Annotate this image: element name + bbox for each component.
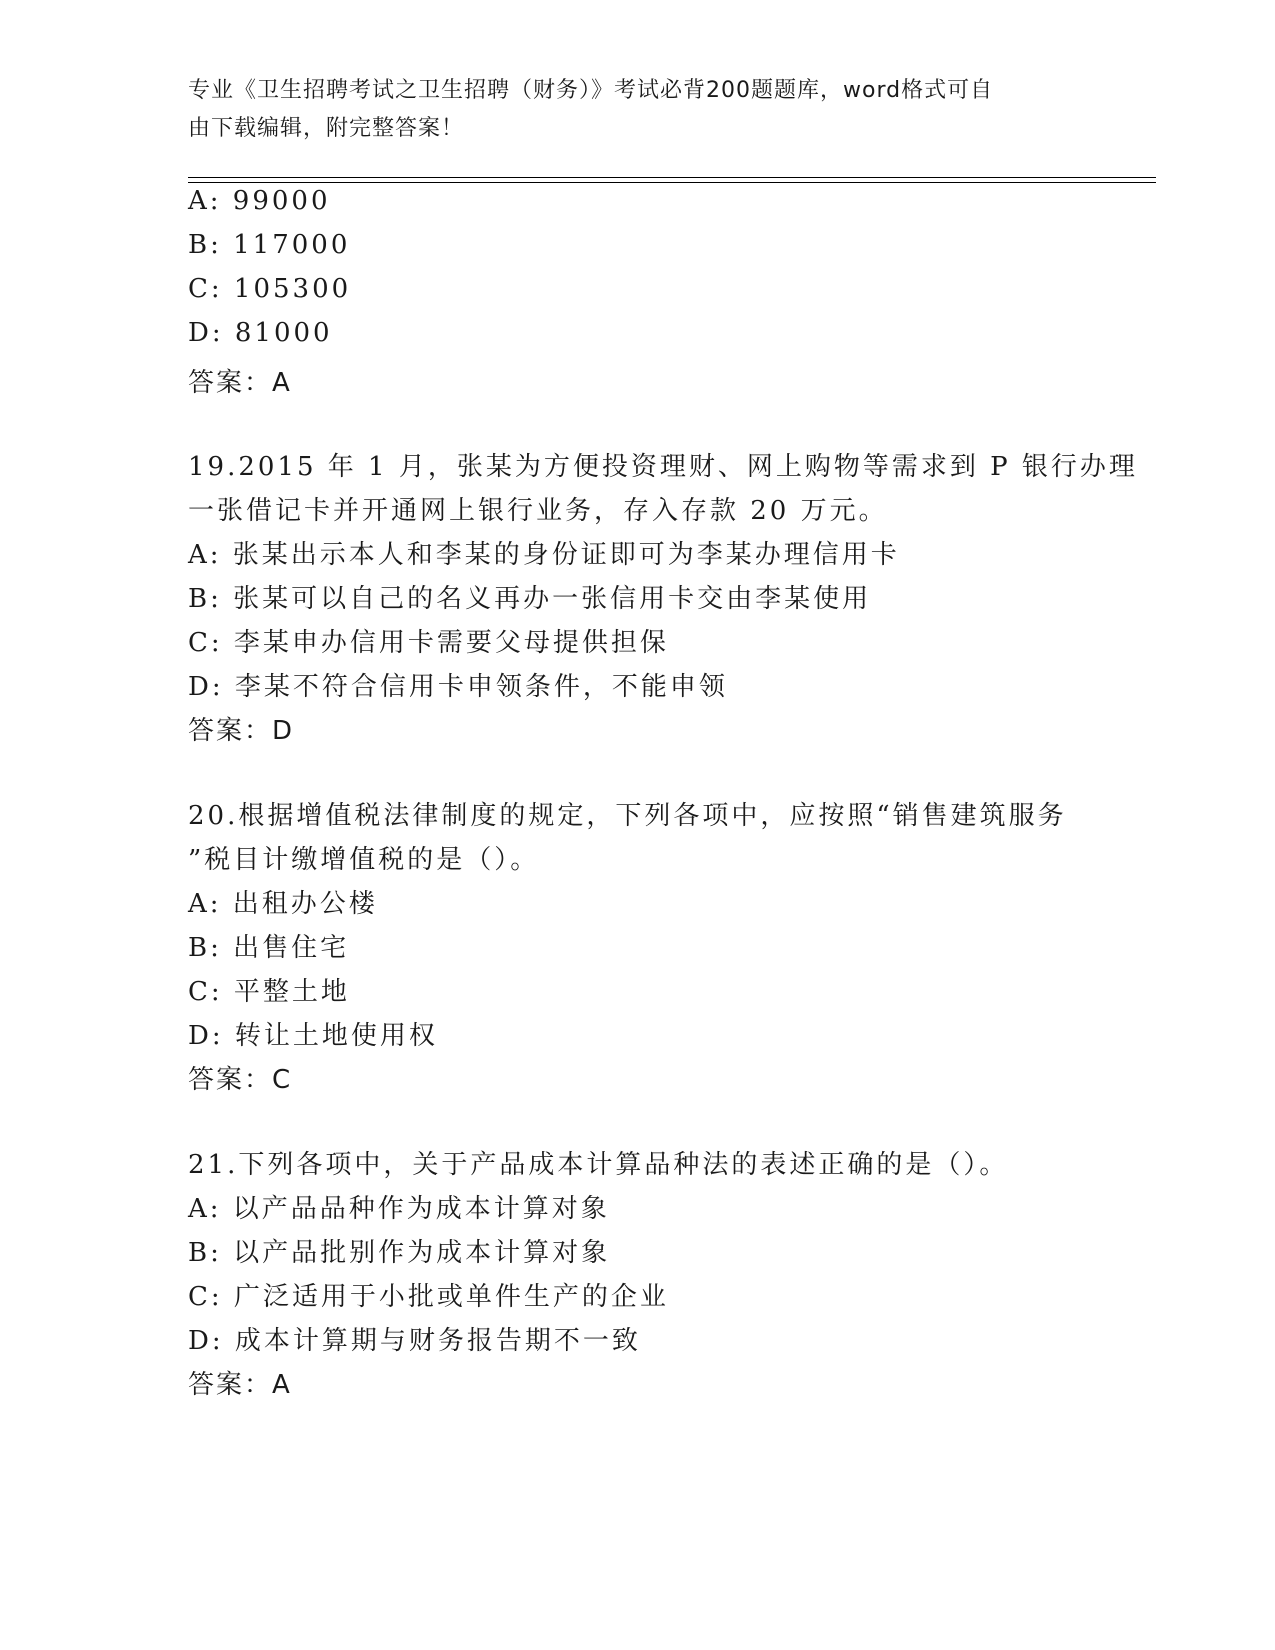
q20-option-a: A: 出租办公楼 — [188, 889, 378, 919]
q21-option-d: D: 成本计算期与财务报告期不一致 — [188, 1326, 641, 1356]
q19-answer: 答案：D — [188, 716, 295, 746]
q19-option-b: B: 张某可以自己的名义再办一张信用卡交由李某使用 — [188, 584, 872, 614]
prev-option-a: A: 99000 — [188, 186, 331, 216]
q20-option-c: C: 平整土地 — [188, 977, 350, 1007]
q21-option-b: B: 以产品批别作为成本计算对象 — [188, 1238, 611, 1268]
header-intro-line-2: 由下载编辑，附完整答案！ — [188, 116, 465, 141]
q20-stem-line-2: ”税目计缴增值税的是（）。 — [188, 845, 540, 875]
header-divider-bottom — [188, 182, 1156, 183]
q19-stem-line-2: 一张借记卡并开通网上银行业务，存入存款 20 万元。 — [188, 496, 888, 526]
header-divider-top — [188, 177, 1156, 178]
q20-option-d: D: 转让土地使用权 — [188, 1021, 438, 1051]
q19-option-d: D: 李某不符合信用卡申领条件，不能申领 — [188, 672, 728, 702]
q20-stem-line-1: 20.根据增值税法律制度的规定，下列各项中，应按照“销售建筑服务 — [188, 801, 1067, 831]
prev-option-b: B: 117000 — [188, 230, 351, 260]
header-intro-line-1: 专业《卫生招聘考试之卫生招聘（财务）》考试必背200题题库，word格式可自 — [188, 78, 994, 103]
prev-option-d: D: 81000 — [188, 318, 333, 348]
q21-option-c: C: 广泛适用于小批或单件生产的企业 — [188, 1282, 669, 1312]
q19-option-a: A: 张某出示本人和李某的身份证即可为李某办理信用卡 — [188, 540, 900, 570]
q20-option-b: B: 出售住宅 — [188, 933, 350, 963]
prev-option-c: C: 105300 — [188, 274, 352, 304]
q20-answer: 答案：C — [188, 1065, 293, 1095]
q21-answer: 答案：A — [188, 1370, 292, 1400]
q21-option-a: A: 以产品品种作为成本计算对象 — [188, 1194, 610, 1224]
q21-stem-line-1: 21.下列各项中，关于产品成本计算品种法的表述正确的是（）。 — [188, 1150, 1009, 1180]
q19-option-c: C: 李某申办信用卡需要父母提供担保 — [188, 628, 669, 658]
document-header — [188, 72, 1068, 148]
prev-answer: 答案：A — [188, 368, 292, 398]
q19-stem-line-1: 19.2015 年 1 月，张某为方便投资理财、网上购物等需求到 P 银行办理 — [188, 452, 1138, 482]
